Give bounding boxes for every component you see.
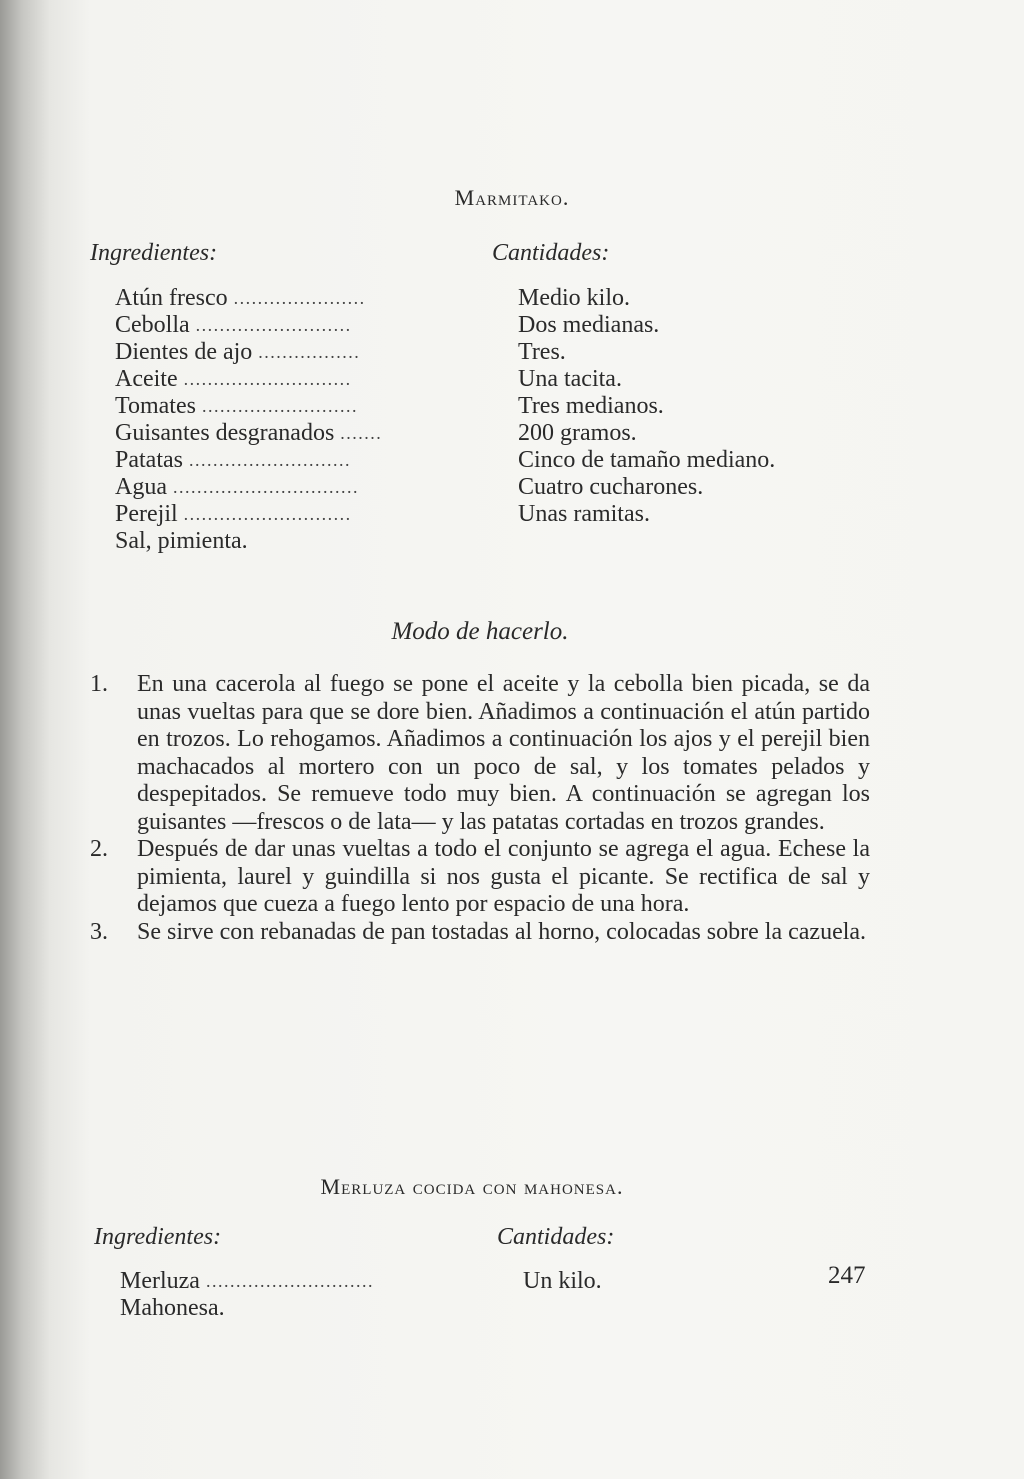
ingredient-row (120, 1295, 470, 1322)
ingredient-name: Merluza (120, 1268, 200, 1294)
step-text: Se sirve con rebanadas de pan tostadas al horno, colocadas sobre la cazuela. (137, 918, 867, 945)
page-number: 247 (828, 1262, 866, 1289)
ingredient-row (115, 393, 465, 420)
ingredients-list (115, 285, 465, 555)
ingredient-name: Sal, pimienta. (115, 528, 248, 554)
ingredient-row (115, 528, 465, 555)
leader-dots: ....... (340, 423, 383, 443)
quantity-item: 200 gramos. (518, 420, 637, 446)
recipe-title-marmitako: Marmitako. (454, 185, 570, 210)
quantity-item: Una tacita. (518, 366, 622, 392)
leader-dots: ............................ (183, 504, 352, 524)
step-number: 1. (90, 671, 108, 697)
step-text: En una cacerola al fuego se pone el aceite y la cebolla bien picada, se da unas vueltas para que se dore bien. Añadimos a continuación el atún partido en trozos. Lo rehogamos. Añadimos a continuación los ajos y el perejil bien machacados al mortero con un poco de sal, y los tomates pelados y despepitados. Se remueve todo muy bien. A continuación se agregan los guisantes —frescos o de lata— y las patatas cortadas en trozos grandes. (137, 671, 870, 835)
quantity-item: Cuatro cucharones. (518, 474, 704, 500)
step-item (90, 836, 870, 919)
step-text: Después de dar unas vueltas a todo el conjunto se agrega el agua. Echese la pimienta, laurel y guindilla si nos gusta el picante. Se rectifica de sal y dejamos que cueza a fuego lento por espacio de una hora. (137, 836, 870, 917)
quantities-header: Cantidades: (492, 240, 610, 266)
ingredient-row (115, 366, 465, 393)
quantity-item: Medio kilo. (518, 285, 630, 311)
ingredients-header: Ingredientes: (90, 240, 218, 266)
method-steps (90, 671, 870, 946)
leader-dots: ............................... (172, 477, 359, 497)
quantity-item: Cinco de tamaño mediano. (518, 447, 776, 473)
ingredient-row (115, 447, 465, 474)
leader-dots: ...................... (233, 288, 366, 308)
ingredients-list (120, 1268, 470, 1322)
recipe-title-merluza: Merluza cocida con mahonesa. (320, 1174, 624, 1199)
leader-dots: .......................... (195, 315, 352, 335)
ingredient-name: Atún fresco (115, 285, 228, 311)
ingredient-row (115, 501, 465, 528)
leader-dots (254, 528, 465, 555)
ingredient-name: Agua (115, 474, 167, 500)
leader-dots: ............................ (183, 369, 352, 389)
leader-dots: ............................ (205, 1271, 374, 1291)
leader-dots (231, 1295, 470, 1322)
ingredient-name: Dientes de ajo (115, 339, 253, 365)
ingredient-name: Tomates (115, 393, 196, 419)
ingredient-name: Guisantes desgranados (115, 420, 335, 446)
quantity-item: Dos medianas. (518, 312, 660, 338)
leader-dots: ................. (258, 342, 361, 362)
ingredient-row (115, 339, 465, 366)
quantity-item: Tres medianos. (518, 393, 664, 419)
step-item (90, 919, 870, 947)
method-header: Modo de hacerlo. (391, 618, 569, 645)
step-number: 3. (90, 918, 108, 945)
leader-dots: ........................... (188, 450, 351, 470)
quantity-item: Tres. (518, 339, 566, 365)
ingredient-name: Aceite (115, 366, 178, 392)
ingredient-name: Patatas (115, 447, 183, 473)
quantity-item: Un kilo. (523, 1268, 602, 1294)
ingredient-row (115, 312, 465, 339)
ingredient-row (115, 474, 465, 501)
ingredient-name: Cebolla (115, 312, 190, 338)
ingredient-row (115, 420, 465, 447)
quantity-item: Unas ramitas. (518, 501, 650, 527)
ingredient-name: Mahonesa. (120, 1295, 225, 1321)
quantities-header: Cantidades: (497, 1224, 615, 1250)
ingredients-header: Ingredientes: (94, 1224, 222, 1250)
quantities-list (523, 1268, 602, 1295)
step-number: 2. (90, 836, 108, 862)
quantities-list (518, 285, 775, 528)
step-item (90, 671, 870, 836)
ingredient-row (120, 1268, 470, 1295)
ingredient-name: Perejil (115, 501, 178, 527)
leader-dots: .......................... (201, 396, 358, 416)
ingredient-row (115, 285, 465, 312)
